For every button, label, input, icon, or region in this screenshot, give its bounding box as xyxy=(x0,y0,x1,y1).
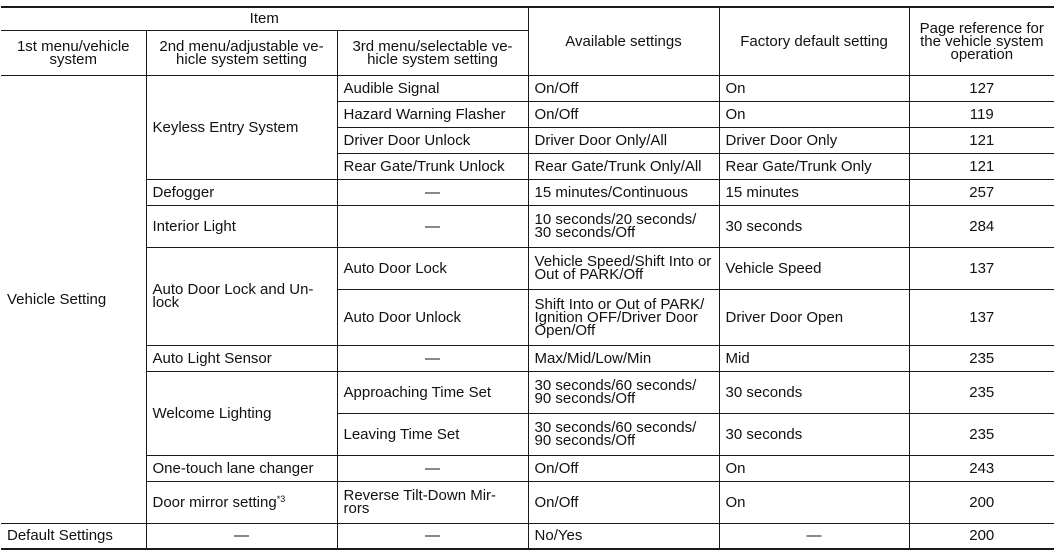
cell-available: Driver Door Only/All xyxy=(528,127,719,153)
cell-third-dash: — xyxy=(337,523,528,549)
cell-default: On xyxy=(719,455,909,481)
header-available-settings: Available settings xyxy=(528,7,719,75)
cell-available: Max/Mid/Low/Min xyxy=(528,345,719,371)
cell-default: On xyxy=(719,75,909,101)
table-row xyxy=(1,345,1054,371)
table-row xyxy=(1,247,1054,289)
cell-default: 30 seconds xyxy=(719,205,909,247)
cell-available: 30 seconds/60 seconds/ 90 seconds/Off xyxy=(528,371,719,413)
cell-third-dash: — xyxy=(337,179,528,205)
cell-default: On xyxy=(719,481,909,523)
cell-default: Mid xyxy=(719,345,909,371)
cell-second-dash: — xyxy=(146,523,337,549)
cell-available: Vehicle Speed/Shift Into or Out of PARK/Off xyxy=(528,247,719,289)
cell-page: 127 xyxy=(909,75,1054,101)
cell-default: Rear Gate/Trunk Only xyxy=(719,153,909,179)
cell-page: 119 xyxy=(909,101,1054,127)
cell-second: One-touch lane changer xyxy=(146,455,337,481)
group-keyless-entry: Keyless Entry System xyxy=(146,75,337,179)
cell-default: On xyxy=(719,101,909,127)
cell-first: Default Settings xyxy=(1,523,146,549)
cell-available: Rear Gate/Trunk Only/All xyxy=(528,153,719,179)
group-welcome-lighting: Welcome Lighting xyxy=(146,371,337,455)
cell-default: 30 seconds xyxy=(719,371,909,413)
cell-third: Auto Door Lock xyxy=(337,247,528,289)
cell-third: Hazard Warning Flasher xyxy=(337,101,528,127)
cell-third: Audible Signal xyxy=(337,75,528,101)
table-row xyxy=(1,523,1054,549)
cell-third-dash: — xyxy=(337,205,528,247)
group-auto-door-lock: Auto Door Lock and Un-lock xyxy=(146,247,337,345)
cell-third: Auto Door Unlock xyxy=(337,289,528,345)
cell-page: 243 xyxy=(909,455,1054,481)
cell-page: 235 xyxy=(909,413,1054,455)
cell-page: 137 xyxy=(909,247,1054,289)
cell-available: 10 seconds/20 seconds/ 30 seconds/Off xyxy=(528,205,719,247)
cell-second: Defogger xyxy=(146,179,337,205)
table-row xyxy=(1,179,1054,205)
table-row xyxy=(1,481,1054,523)
cell-available: On/Off xyxy=(528,455,719,481)
cell-page: 200 xyxy=(909,523,1054,549)
cell-available: On/Off xyxy=(528,101,719,127)
table-row xyxy=(1,455,1054,481)
cell-available: On/Off xyxy=(528,481,719,523)
cell-default: 30 seconds xyxy=(719,413,909,455)
header-factory-default: Factory default setting xyxy=(719,7,909,75)
cell-default-dash: — xyxy=(719,523,909,549)
header-item: Item xyxy=(1,7,528,30)
cell-default: 15 minutes xyxy=(719,179,909,205)
header-2nd-menu: 2nd menu/adjustable ve-hicle system setting xyxy=(146,30,337,75)
cell-default: Driver Door Open xyxy=(719,289,909,345)
cell-page: 284 xyxy=(909,205,1054,247)
cell-third: Approaching Time Set xyxy=(337,371,528,413)
header-3rd-menu: 3rd menu/selectable ve-hicle system setting xyxy=(337,30,528,75)
cell-page: 137 xyxy=(909,289,1054,345)
cell-second xyxy=(146,481,337,523)
cell-page: 235 xyxy=(909,345,1054,371)
cell-page: 200 xyxy=(909,481,1054,523)
cell-second: Auto Light Sensor xyxy=(146,345,337,371)
header-page-reference: Page reference for the vehicle system operation xyxy=(909,7,1054,75)
cell-third-dash: — xyxy=(337,455,528,481)
cell-default: Vehicle Speed xyxy=(719,247,909,289)
cell-third: Leaving Time Set xyxy=(337,413,528,455)
cell-available: No/Yes xyxy=(528,523,719,549)
cell-third: Reverse Tilt-Down Mir-rors xyxy=(337,481,528,523)
group-vehicle-setting: Vehicle Setting xyxy=(1,75,146,523)
cell-page: 121 xyxy=(909,153,1054,179)
cell-page: 257 xyxy=(909,179,1054,205)
table-row xyxy=(1,205,1054,247)
cell-available: 15 minutes/Continuous xyxy=(528,179,719,205)
cell-second: Interior Light xyxy=(146,205,337,247)
footnote-marker: *3 xyxy=(276,493,286,504)
cell-available: Shift Into or Out of PARK/ Ignition OFF/Driver Door Open/Off xyxy=(528,289,719,345)
table-row xyxy=(1,371,1054,413)
cell-default: Driver Door Only xyxy=(719,127,909,153)
cell-available: 30 seconds/60 seconds/ 90 seconds/Off xyxy=(528,413,719,455)
cell-third: Rear Gate/Trunk Unlock xyxy=(337,153,528,179)
cell-page: 235 xyxy=(909,371,1054,413)
cell-available: On/Off xyxy=(528,75,719,101)
header-1st-menu: 1st menu/vehicle system xyxy=(1,30,146,75)
cell-page: 121 xyxy=(909,127,1054,153)
cell-third-dash: — xyxy=(337,345,528,371)
table-row xyxy=(1,75,1054,101)
settings-table xyxy=(1,6,1054,550)
cell-third: Driver Door Unlock xyxy=(337,127,528,153)
cell-second-text: Door mirror setting xyxy=(152,493,277,511)
